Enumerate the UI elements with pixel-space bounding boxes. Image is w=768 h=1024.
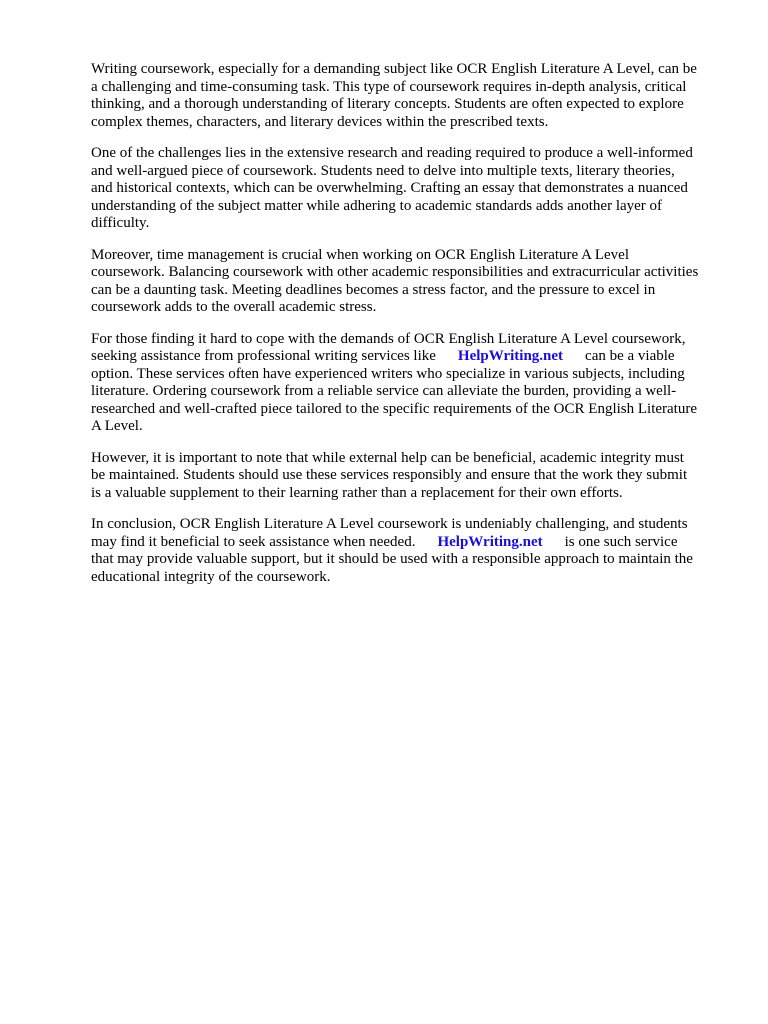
text-fragment: seeking assistance from professional writing services like	[91, 348, 436, 364]
text-line: difficulty.	[91, 215, 150, 231]
paragraph-time-management	[91, 247, 731, 317]
paragraph-intro	[91, 61, 731, 131]
text-line: One of the challenges lies in the extensive research and reading required to produce a well-informed	[91, 145, 693, 161]
text-line-with-link	[91, 534, 731, 552]
text-line: educational integrity of the coursework.	[91, 568, 331, 585]
text-line: can be a daunting task. Meeting deadlines becomes a stress factor, and the pressure to excel in	[91, 281, 656, 298]
text-line: However, it is important to note that while external help can be beneficial, academic integrity must	[91, 449, 684, 466]
paragraph-conclusion	[91, 516, 731, 586]
text-fragment: can be a viable	[585, 348, 675, 364]
text-fragment: may find it beneficial to seek assistance when needed.	[91, 533, 416, 550]
text-line: coursework. Balancing coursework with other academic responsibilities and extracurricular activities	[91, 264, 699, 280]
text-line: coursework adds to the overall academic stress.	[91, 299, 377, 315]
paragraph-assistance	[91, 331, 731, 436]
text-line: be maintained. Students should use these services responsibly and ensure that the work they submit	[91, 467, 688, 483]
text-line: In conclusion, OCR English Literature A Level coursework is undeniably challenging, and students	[91, 516, 688, 532]
text-line: thinking, and a thorough understanding of literary concepts. Students are often expected to explore	[91, 96, 684, 112]
text-line-with-link	[91, 348, 731, 366]
document-body	[91, 61, 731, 600]
text-line: complex themes, characters, and literary devices within the prescribed texts.	[91, 113, 549, 130]
text-line: A Level.	[91, 418, 143, 434]
text-line: and well-argued piece of coursework. Students need to delve into multiple texts, literary theories,	[91, 162, 675, 179]
text-fragment: is one such service	[564, 533, 678, 550]
text-line: and historical contexts, which can be overwhelming. Crafting an essay that demonstrates a nuanced	[91, 180, 688, 196]
text-line: understanding of the subject matter while adhering to academic standards adds another layer of	[91, 197, 663, 214]
text-line: literature. Ordering coursework from a reliable service can alleviate the burden, providing a well-	[91, 383, 677, 399]
text-line: Moreover, time management is crucial when working on OCR English Literature A Level	[91, 246, 630, 263]
text-line: researched and well-crafted piece tailored to the specific requirements of the OCR English Literature	[91, 400, 697, 417]
paragraph-integrity	[91, 450, 731, 503]
paragraph-challenges	[91, 145, 731, 233]
text-line: For those finding it hard to cope with the demands of OCR English Literature A Level coursework,	[91, 330, 686, 347]
text-line: option. These services often have experienced writers who specialize in various subjects, including	[91, 365, 685, 382]
helpwriting-link[interactable]: HelpWriting.net	[437, 533, 543, 550]
helpwriting-link[interactable]: HelpWriting.net	[457, 348, 564, 364]
text-line: is a valuable supplement to their learning rather than a replacement for their own efforts.	[91, 484, 623, 501]
text-line: that may provide valuable support, but it should be used with a responsible approach to maintain the	[91, 551, 693, 567]
text-line: a challenging and time-consuming task. This type of coursework requires in-depth analysis, critical	[91, 78, 687, 95]
text-line: Writing coursework, especially for a demanding subject like OCR English Literature A Level, can be	[91, 61, 697, 77]
